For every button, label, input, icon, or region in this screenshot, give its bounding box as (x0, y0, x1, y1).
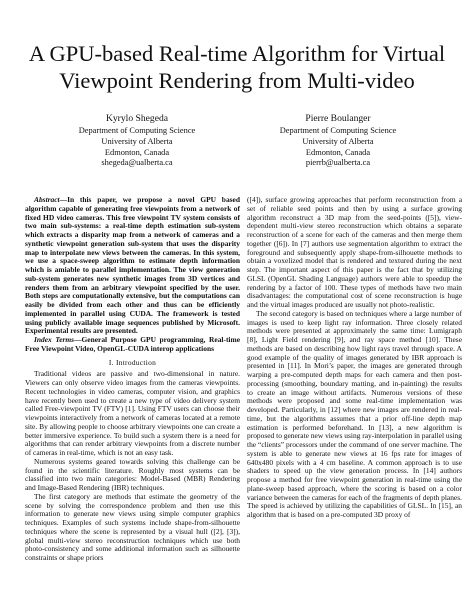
body-paragraph: The first category are methods that estimate the geometry of the scene by solving the correspondence problem and then use this information to generate new views using simple computer graphics techniques. Examples of such systems include shape-from-silhouette techniques where the scene is represented by a visual hull ([2], [3]), global multi-view stereo reconstruction techniques which use both photo-consistency and some additional information such as silhouette constraints or shape priors (25, 491, 240, 562)
author-location: Edmonton, Canada (104, 147, 170, 157)
author-institution: University of Alberta (302, 136, 374, 146)
body-paragraph: Traditional videos are passive and two-dimensional in nature. Viewers can only observe video images from the cameras viewpoints. Recent technologies in video cameras, computer vision, and graphics have recently been used to create a new type of video delivery system called Free-viewpoint TV (FTV) [1]. Using FTV users can choose their viewpoints interactively from a network of cameras located at a remote site. By allowing people to choose arbitrary viewpoints one can create a better immersive experience. To build such a system there is a need for algorithms that can render arbitrary viewpoints from a discrete number of cameras in real-time, which is not an easy task. (25, 369, 240, 457)
body-paragraph: Numerous systems geared towards solving this challenge can be found in the scientific literature. Roughly most systems can be classified into two main categories: Model-Based (MBR) Rendering and Image-Based Rendering (IBR) techniques. (25, 456, 240, 492)
author-institution: University of Alberta (101, 136, 173, 146)
author-email: shegeda@ualberta.ca (101, 158, 173, 168)
section-heading: I. Introduction (108, 357, 157, 367)
author-block-2 (238, 113, 438, 169)
author-block-1 (37, 113, 237, 169)
paper-title: A GPU-based Real-time Algorithm for Virtual Viewpoint Rendering from Multi-video (28, 41, 446, 93)
index-terms (25, 336, 240, 354)
author-location: Edmonton, Canada (305, 147, 371, 157)
left-column (25, 196, 240, 563)
author-email: pierrb@ualberta.ca (305, 158, 371, 168)
body-paragraph: ([4]), surface growing approaches that perform reconstruction from a set of reliable seed points and then by using a surface growing algorithm reconstruct a 3D map from the seed-points ([5]), view-dependent multi-view stereo reconstruction which obtains a separate reconstruction of a scene for each of the cameras and then merge them together ([6]). In [7] authors use segmentation algorithm to extract the foreground and subsequently apply shape-from-silhouette methods to obtain a voxelized model that is rendered and textured during the next step. The important aspect of this paper is the fact that by utilizing GLSL (OpenGL Shading Language) authors were able to speedup the rendering by a factor of 100. These types of methods have two main disadvantages: the computational cost of scene reconstruction is huge and the virtual images produced are usually not photo-realistic. (247, 195, 462, 309)
body-paragraph: The second category is based on techniques where a large number of images is used to keep light ray information. Three closely related methods were presented at approximately the same time: Lumigraph [8], Light Field rendering [9], and ray space method [10]. These methods are based on describing how light rays travel through space. A good example of the quality of images generated by IBR approach is presented in [11]. In Mori’s paper, the images are generated through warping a pre-computed depth maps for each camera and then post-processing (smoothing, boundary matting, and in-painting) the results to create an image without artifacts. Numerous versions of these methods were proposed and some real-time implementation was developed. Particularly, in [12] where new images are rendered in real-time, but the algorithms assumes that a prior off-line depth map estimation is performed beforehand. In [13], a new algorithm is proposed to generate new views using ray-interpolation in parallel using the “clients” processors under the command of one server machine. The system is able to generate new views at 16 fps rate for images of 640x480 pixels with a 4 cm baseline. A common approach is to use shaders to speed up the view generation process. In [14] authors propose a method for free viewpoint generation in real-time using the plane-sweep based approach, where the scoring is based on a color variance between the cameras for each of the fragments of depth planes. The speed is achieved by utilizing the capabilities of GLSL. In [15], an algorithm that is based on a pre-computed 3D proxy of (247, 308, 463, 519)
abstract-text: —In this paper, we propose a novel GPU based algorithm capable of generating free viewpoints from a network of fixed HD video cameras. This free viewpoint TV system consists of two main sub-systems: a real-time depth estimation sub-system which extracts a disparity map from a network of cameras and a synthetic viewpoint generation sub-system that uses the disparity map to interpolate new views between the cameras. In this system, we use a space-sweep algorithm to estimate depth information which is amiable to parallel implementation. The view generation sub-system generates new synthetic images from 3D vertices and renders them from an arbitrary viewpoint specified by the user. Both steps are computationally extensive, but the computations can easily be divided from each other and thus can be efficiently implemented in parallel using CUDA. The framework is tested using publicly available image sequences published by Microsoft. Experimental results are presented. (25, 195, 240, 336)
index-terms-label: Index Terms (34, 335, 75, 344)
author-name: Pierre Boulanger (305, 113, 371, 124)
author-department: Department of Computing Science (279, 126, 397, 135)
author-department: Department of Computing Science (78, 126, 196, 135)
author-name: Kyrylo Shegeda (105, 113, 169, 124)
abstract (25, 196, 240, 336)
abstract-label: Abstract (34, 195, 60, 204)
index-terms-text: —General Purpose GPU programming, Real-time Free Viewpoint Video, OpenGL-CUDA interop applications (25, 335, 240, 353)
right-column (247, 196, 462, 520)
